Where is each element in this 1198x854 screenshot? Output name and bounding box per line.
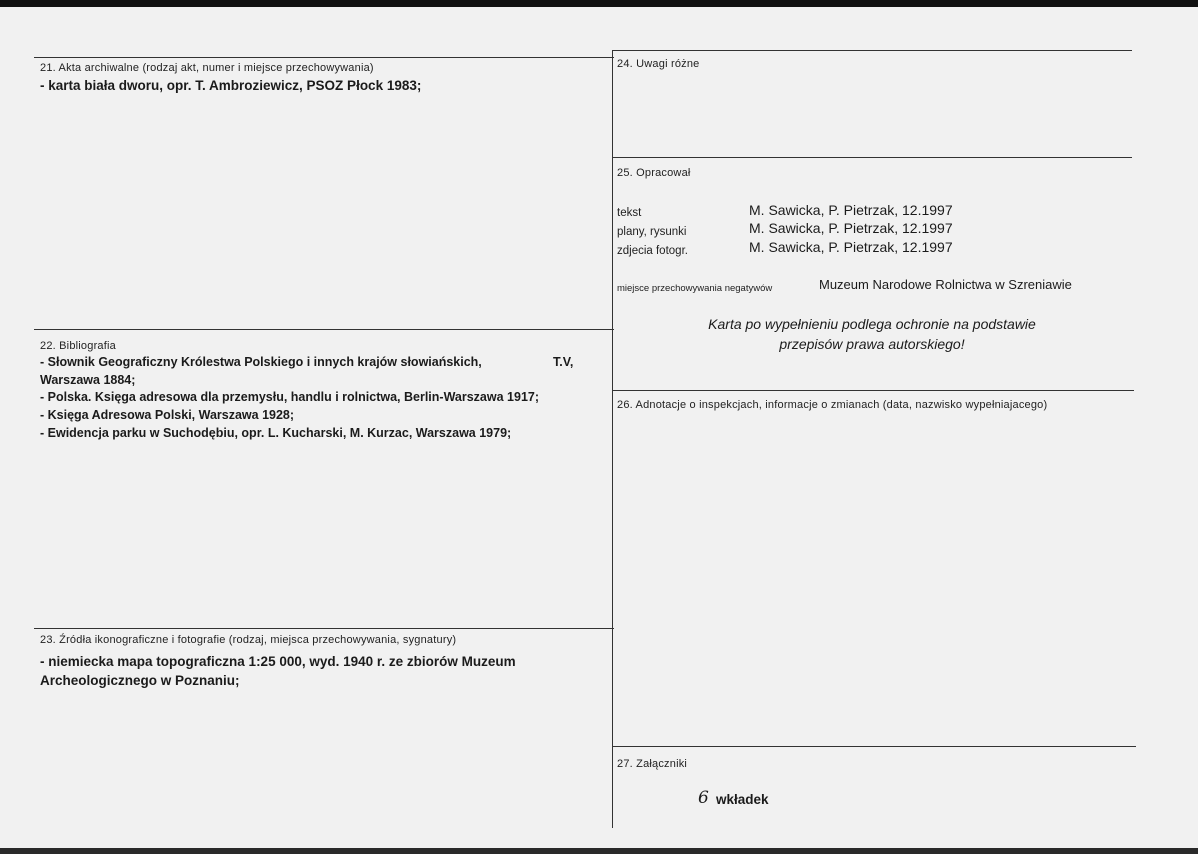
bibliography-entry-1: - Słownik Geograficzny Królestwa Polskiego i innych krajów słowiańskich,	[40, 355, 482, 369]
section-25-label: 25. Opracował	[617, 167, 691, 179]
bibliography-entry-2: - Polska. Księga adresowa dla przemysłu, handlu i rolnictwa, Berlin-Warszawa 1917;	[40, 390, 540, 404]
bibliography-entry-1-cont: Warszawa 1884;	[40, 373, 136, 387]
section-21-entry: - karta biała dworu, opr. T. Ambroziewicz, PSOZ Płock 1983;	[40, 78, 422, 93]
author-row-text-key: tekst	[617, 207, 642, 219]
copyright-notice-line1: Karta po wypełnieniu podlega ochronie na podstawie	[708, 316, 1036, 332]
section-23-entry-line2: Archeologicznego w Poznaniu;	[40, 673, 240, 688]
copyright-notice-line2: przepisów prawa autorskiego!	[779, 336, 965, 352]
section-23-label: 23. Źródła ikonograficzne i fotografie (rodzaj, miejsca przechowywania, sygnatury)	[40, 634, 457, 646]
bibliography-entry-4: - Ewidencja parku w Suchodębiu, opr. L. Kucharski, M. Kurzac, Warszawa 1979;	[40, 426, 512, 440]
section-22-label: 22. Bibliografia	[40, 340, 116, 352]
author-row-plans-key: plany, rysunki	[617, 226, 687, 238]
bibliography-entry-3: - Księga Adresowa Polski, Warszawa 1928;	[40, 408, 295, 422]
section-26-top-rule	[612, 390, 1134, 391]
section-24-label: 24. Uwagi różne	[617, 58, 700, 70]
attachments-count: 6	[698, 788, 709, 808]
author-row-photos-value: M. Sawicka, P. Pietrzak, 12.1997	[749, 239, 953, 255]
section-26-label: 26. Adnotacje o inspekcjach, informacje o zmianach (data, nazwisko wypełniajacego)	[617, 399, 1048, 411]
negatives-storage-label: miejsce przechowywania negatywów	[617, 283, 773, 294]
section-24-top-rule	[612, 50, 1132, 51]
author-row-photos-key: zdjecia fotogr.	[617, 245, 688, 257]
center-divider	[612, 50, 613, 828]
attachments-unit: wkładek	[716, 792, 769, 807]
section-21-label: 21. Akta archiwalne (rodzaj akt, numer i miejsce przechowywania)	[40, 62, 374, 74]
author-row-text-value: M. Sawicka, P. Pietrzak, 12.1997	[749, 202, 953, 218]
section-25-top-rule	[612, 157, 1132, 158]
bibliography-entry-1-volume: T.V,	[553, 355, 574, 369]
section-21-top-rule	[34, 57, 614, 58]
section-27-top-rule	[612, 746, 1136, 747]
section-23-entry-line1: - niemiecka mapa topograficzna 1:25 000, wyd. 1940 r. ze zbiorów Muzeum	[40, 654, 516, 669]
top-edge-border	[0, 0, 1198, 7]
bottom-edge-border	[0, 848, 1198, 854]
negatives-storage-value: Muzeum Narodowe Rolnictwa w Szreniawie	[819, 277, 1072, 292]
section-27-label: 27. Załączniki	[617, 758, 688, 770]
author-row-plans-value: M. Sawicka, P. Pietrzak, 12.1997	[749, 220, 953, 236]
section-22-top-rule	[34, 329, 614, 330]
section-23-top-rule	[34, 628, 614, 629]
